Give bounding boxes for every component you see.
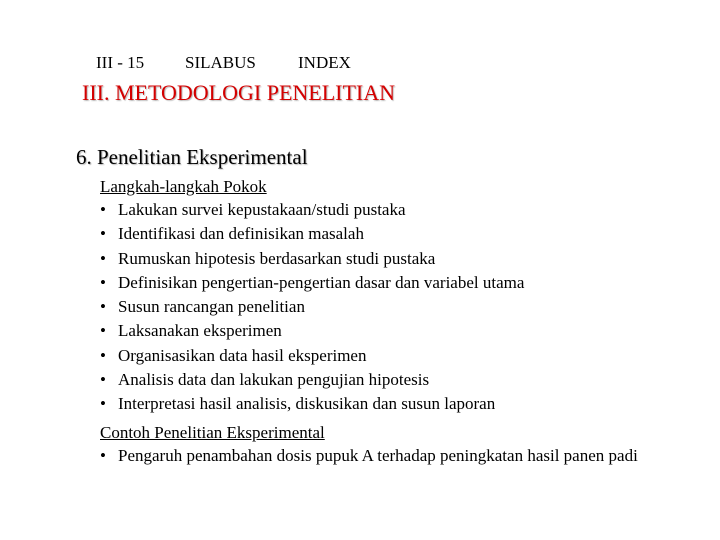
steps-section: [100, 176, 524, 417]
list-item-text: Laksanakan eksperimen: [118, 321, 282, 341]
list-item: [100, 392, 524, 416]
steps-heading: Langkah-langkah Pokok: [100, 177, 267, 196]
list-item-text: Organisasikan data hasil eksperimen: [118, 345, 367, 365]
section-subtitle: 6. Penelitian Eksperimental: [76, 145, 308, 169]
example-heading: Contoh Penelitian Eksperimental: [100, 423, 325, 442]
steps-list: [100, 198, 524, 417]
list-item: [100, 444, 658, 468]
bullet-icon: •: [100, 345, 106, 365]
syllabus-link[interactable]: SILABUS: [185, 53, 256, 72]
list-item: [100, 319, 524, 343]
page-title: III. METODOLOGI PENELITIAN: [82, 80, 396, 105]
bullet-icon: •: [100, 200, 106, 219]
list-item: [100, 344, 524, 368]
bullet-icon: •: [100, 370, 106, 390]
list-item-text: Rumuskan hipotesis berdasarkan studi pustaka: [118, 248, 436, 268]
index-link[interactable]: INDEX: [298, 53, 351, 72]
bullet-icon: •: [100, 224, 106, 244]
list-item: [100, 198, 524, 222]
list-item: [100, 222, 524, 246]
bullet-icon: •: [100, 272, 106, 292]
bullet-icon: •: [100, 446, 106, 465]
list-item-text: Analisis data dan lakukan pengujian hipotesis: [118, 370, 430, 390]
list-item-text: Identifikasi dan definisikan masalah: [118, 224, 364, 244]
bullet-icon: •: [100, 321, 106, 341]
list-item-text: Definisikan pengertian-pengertian dasar dan variabel utama: [118, 272, 525, 292]
list-item: [100, 247, 524, 271]
list-item-text: Interpretasi hasil analisis, diskusikan dan susun laporan: [118, 394, 496, 414]
page-reference-link[interactable]: III - 15: [96, 53, 145, 72]
bullet-icon: •: [100, 394, 106, 414]
bullet-icon: •: [100, 248, 106, 268]
list-item: [100, 368, 524, 392]
list-item-text: Pengaruh penambahan dosis pupuk A terhadap peningkatan hasil panen padi: [118, 446, 638, 465]
example-list: [100, 444, 658, 468]
list-item: [100, 295, 524, 319]
bullet-icon: •: [100, 297, 106, 317]
list-item-text: Lakukan survei kepustakaan/studi pustaka: [118, 200, 406, 219]
list-item: [100, 271, 524, 295]
example-section: [100, 422, 658, 468]
list-item-text: Susun rancangan penelitian: [118, 297, 305, 317]
